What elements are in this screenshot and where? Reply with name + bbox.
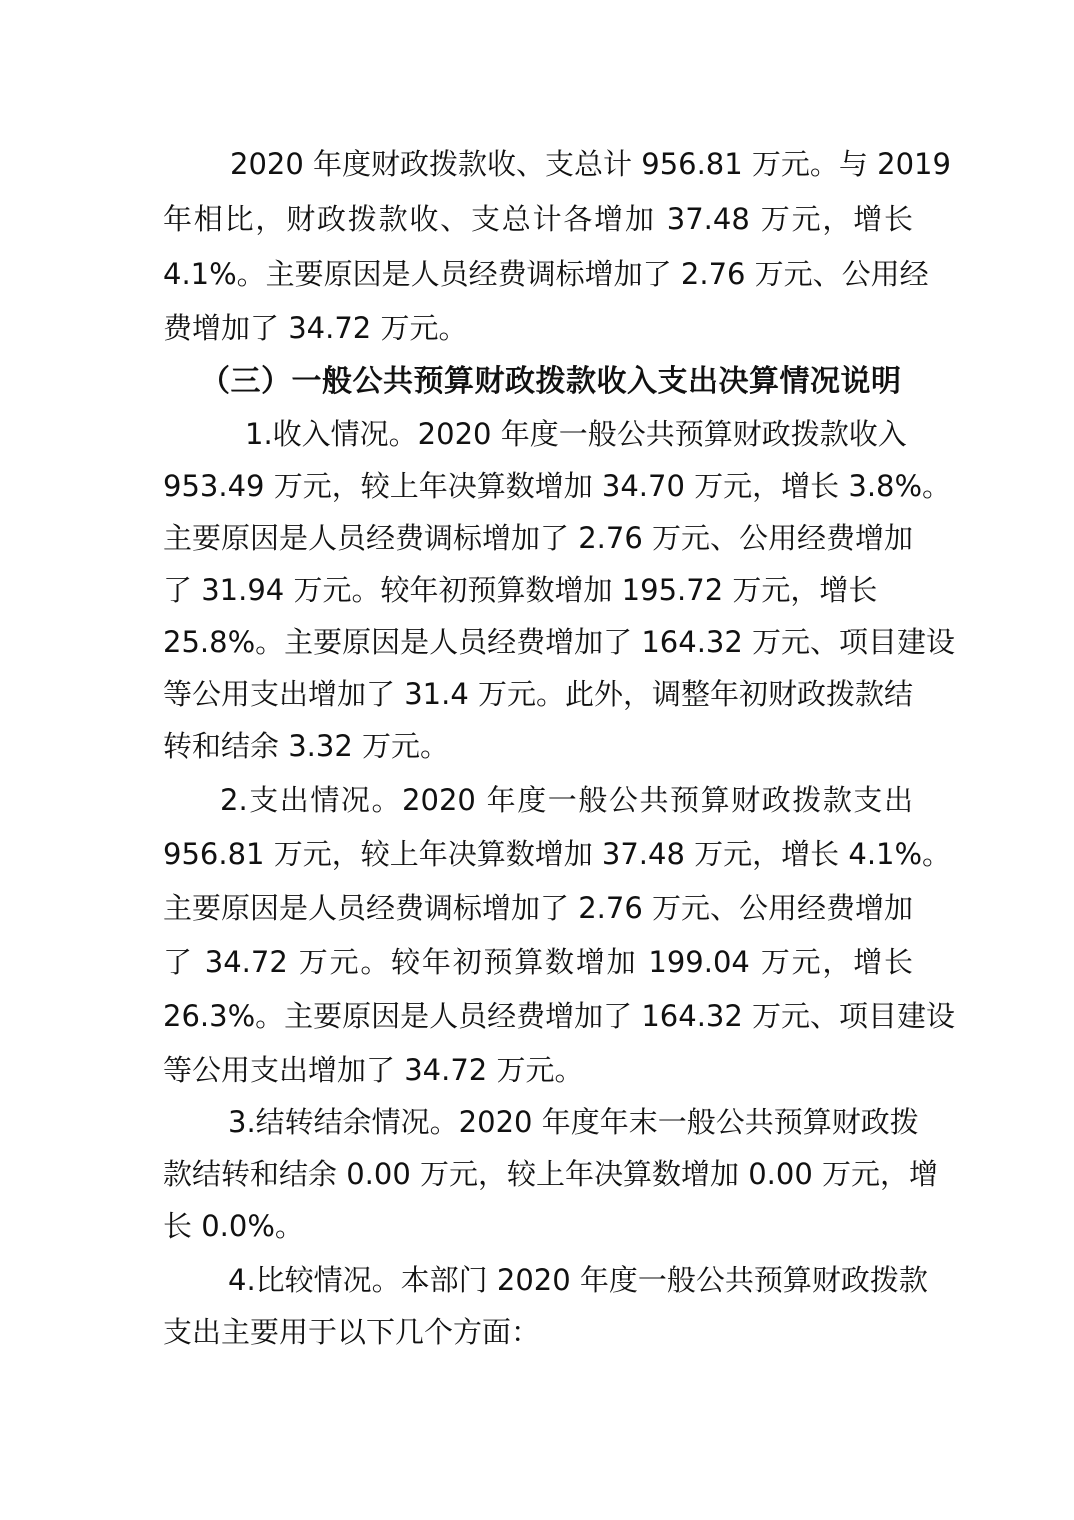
paragraph-2-line-5: 25.8%。主要原因是人员经费增加了 164.32 万元、项目建设 [163,625,956,659]
paragraph-1-line-2: 年相比，财政拨款收、支总计各增加 37.48 万元，增长 [163,202,913,236]
paragraph-2-line-1: 1.收入情况。2020 年度一般公共预算财政拨款收入 [245,417,907,451]
paragraph-2-line-6: 等公用支出增加了 31.4 万元。此外，调整年初财政拨款结 [163,677,914,711]
paragraph-1-line-4: 费增加了 34.72 万元。 [163,311,468,345]
paragraph-1-line-3: 4.1%。主要原因是人员经费调标增加了 2.76 万元、公用经 [163,257,929,291]
paragraph-5-line-1: 4.比较情况。本部门 2020 年度一般公共预算财政拨款 [228,1263,928,1297]
paragraph-3-line-4: 了 34.72 万元。较年初预算数增加 199.04 万元，增长 [163,945,913,979]
section-heading: （三）一般公共预算财政拨款收入支出决算情况说明 [200,364,902,399]
paragraph-3-line-1: 2.支出情况。2020 年度一般公共预算财政拨款支出 [220,783,913,817]
paragraph-3-line-5: 26.3%。主要原因是人员经费增加了 164.32 万元、项目建设 [163,999,956,1033]
paragraph-2-line-2: 953.49 万元，较上年决算数增加 34.70 万元，增长 3.8%。 [163,469,952,503]
paragraph-2-line-7: 转和结余 3.32 万元。 [163,729,450,763]
paragraph-4-line-3: 长 0.0%。 [163,1209,304,1243]
paragraph-3-line-6: 等公用支出增加了 34.72 万元。 [163,1053,584,1087]
paragraph-1-line-1: 2020 年度财政拨款收、支总计 956.81 万元。与 2019 [230,147,951,181]
paragraph-2-line-3: 主要原因是人员经费调标增加了 2.76 万元、公用经费增加 [163,521,914,555]
paragraph-3-line-2: 956.81 万元，较上年决算数增加 37.48 万元，增长 4.1%。 [163,837,952,871]
paragraph-3-line-3: 主要原因是人员经费调标增加了 2.76 万元、公用经费增加 [163,891,914,925]
paragraph-5-line-2: 支出主要用于以下几个方面： [163,1315,541,1349]
paragraph-4-line-2: 款结转和结余 0.00 万元，较上年决算数增加 0.00 万元，增 [163,1157,939,1191]
paragraph-4-line-1: 3.结转结余情况。2020 年度年末一般公共预算财政拨 [228,1105,919,1139]
paragraph-2-line-4: 了 31.94 万元。较年初预算数增加 195.72 万元，增长 [163,573,878,607]
